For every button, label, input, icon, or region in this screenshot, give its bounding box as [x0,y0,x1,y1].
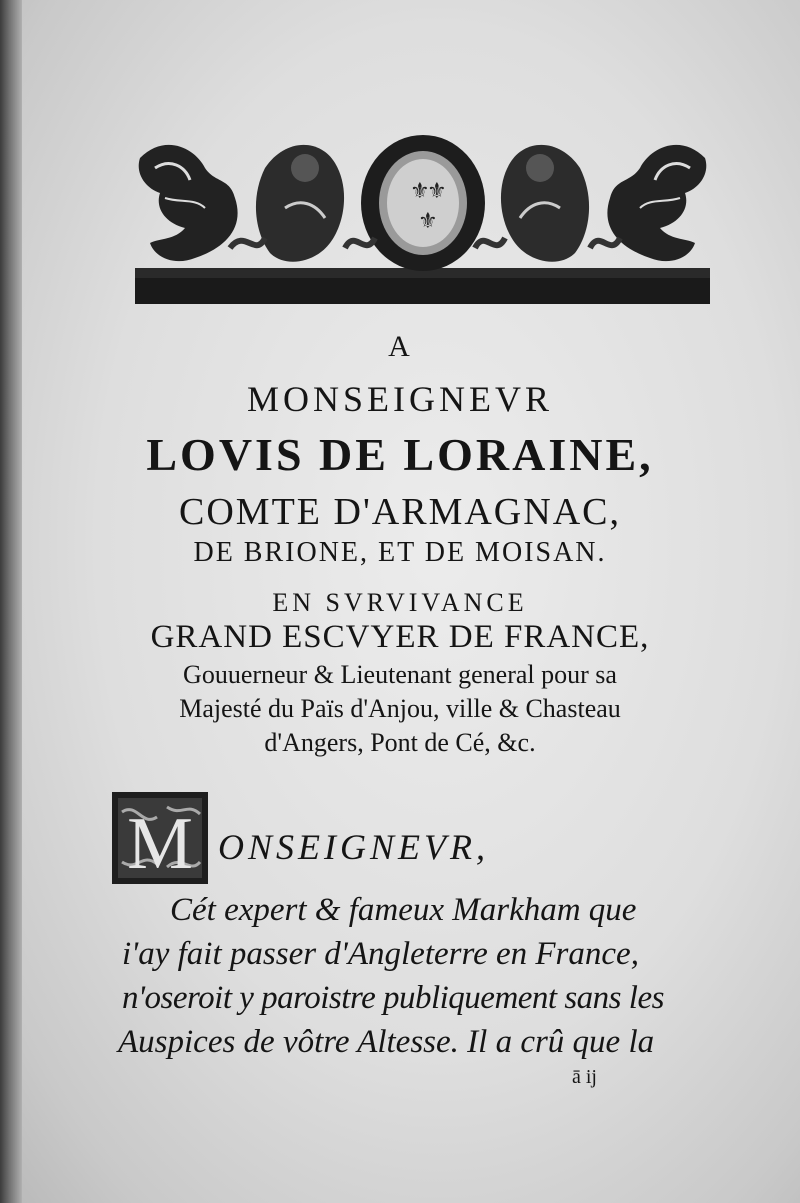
dedicatee-survivance: EN SVRVIVANCE [272,588,528,617]
initial-letter: M [127,803,193,884]
svg-text:⚜: ⚜ [418,209,438,234]
dedicatee-majeste: Majesté du Païs d'Anjou, ville & Chasteau [179,694,621,723]
body-line-3: n'oseroit y paroistre publiquement sans les [122,980,664,1016]
fleur-de-lis-headpiece-icon [135,128,710,308]
body-line-4: Auspices de vôtre Altesse. Il a crû que la [118,1024,655,1060]
decorated-initial-icon [112,792,208,884]
dedicatee-gouverneur: Gouuerneur & Lieutenant general pour sa [183,660,617,689]
dedicatee-grand-escuyer: GRAND ESCVYER DE FRANCE, [150,619,650,655]
svg-text:⚜: ⚜ [427,179,447,204]
dedication-monseigneur: MONSEIGNEVR [246,379,553,419]
dedicatee-title-comte: COMTE D'ARMAGNAC, [179,491,621,533]
dedication-prefix: A [388,330,412,363]
dedicatee-title-brione: DE BRIONE, ET DE MOISAN. [193,537,607,568]
svg-text:⚜: ⚜ [410,179,430,204]
body-line-1: Cét expert & fameux Markham que [170,892,637,928]
dedicatee-name: LOVIS DE LORAINE, [146,429,654,480]
salutation-rest: ONSEIGNEVR, [218,827,489,867]
dedicatee-angers: d'Angers, Pont de Cé, &c. [264,728,536,757]
body-line-2: i'ay fait passer d'Angleterre en France, [122,936,639,972]
signature-mark: ā ij [572,1066,597,1088]
